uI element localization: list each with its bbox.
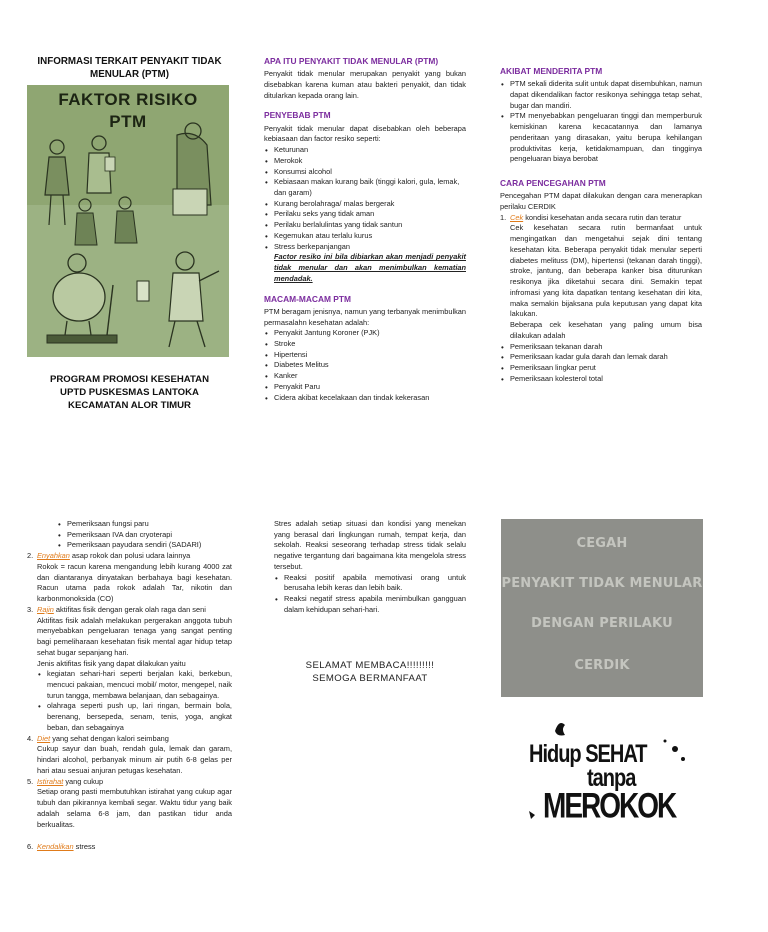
stress-text: Stres adalah setiap situasi dan kondisi yang menekan yang berasal dari lingkungan rumah, tempat kerja, dan sekolah. Reaksi seseorang terhadap stress tidak selalu negative tergantung dari bagaimana kita mengelola stress tersebut. [274, 519, 466, 571]
item-number: 2. [27, 551, 34, 561]
item-title-rest: yang cukup [63, 776, 104, 786]
stress-list [274, 573, 466, 616]
list-item: • Perilaku seks yang tidak aman [274, 209, 466, 220]
list-item: • kegiatan sehari-hari seperti berjalan kaki, berkebun, mencuci pakaian, mencuci mobil/ motor, mengepel, naik turun tangga, membawa belanjaan, dan sebagainya. [47, 669, 232, 701]
akibat-list [500, 79, 702, 165]
closing-message [274, 660, 466, 686]
page-title: INFORMASI TERKAIT PENYAKIT TIDAK MENULAR (PTM) [37, 56, 222, 81]
info-panel [264, 55, 466, 403]
cerdik-item-istirahat [27, 777, 232, 788]
item-title-rest: aktifitas fisik dengan gerak olah raga dan seni [53, 604, 206, 614]
check-list-continued [27, 519, 232, 551]
cegah-line-4: CERDIK [574, 658, 630, 673]
penyebab-text: Penyakit tidak menular dapat disebabkan oleh beberapa kebiasaan dan factor resiko seperti: [264, 123, 466, 144]
cerdik-panel [27, 519, 232, 853]
section-heading-akibat: AKIBAT MENDERITA PTM [500, 66, 603, 76]
closing-line-2: SEMOGA BERMANFAAT [312, 672, 428, 684]
program-line-1: PROGRAM PROMOSI KESEHATAN [49, 374, 209, 386]
logo-line-1: Hidup SEHAT [529, 740, 647, 769]
item-number: 6. [27, 842, 34, 852]
list-item: • Kurang berolahraga/ malas bergerak [274, 199, 466, 210]
list-item: • Kebiasaan makan kurang baik (tinggi kalori, gula, lemak, dan garam) [274, 177, 466, 198]
cerdik-item-rajin [27, 605, 232, 616]
item-title-rest: yang sehat dengan kalori seimbang [50, 733, 169, 743]
list-item: • PTM menyebabkan pengeluaran tinggi dan memperburuk kemiskinan karena kecacatannya dan lamanya penderitaan yang dirasakan, yaitu berupa kehilangan produktivitas kerja, ketidakmampuan, dan tingginya pengeluaran biaya berobat [510, 111, 702, 165]
logo-line-2: tanpa [587, 764, 636, 793]
cek-body-2: Beberapa cek kesehatan yang paling umum bisa dilakukan adalah [510, 320, 702, 340]
cegah-line-1: CEGAH [576, 536, 628, 551]
macam-text: PTM beragam jenisnya, namun yang terbanyak menimbulkan permasalahn kesehatan adalah: [264, 306, 466, 327]
list-item: • PTM sekali diderita sulit untuk dapat disembuhkan, namun dapat dikendalikan factor resikonya sehingga tetap sehat, bugar dan mandiri. [510, 79, 702, 111]
list-item: • Stroke [274, 339, 466, 350]
keyword-diet: Diet [37, 733, 51, 743]
keyword-cek: Cek [510, 212, 524, 222]
item-number: 5. [27, 776, 34, 786]
cerdik-item-cek [500, 213, 702, 224]
item-title-rest: asap rokok dan polusi udara lainnya [69, 551, 191, 561]
list-item: • olahraga seperti push up, lari ringan, bermain bola, berenang, bersepeda, senam, tenis, yoga, angkat beban, dan sebagainya [47, 701, 232, 733]
penyebab-note: Factor resiko ini bila dibiarkan akan menjadi penyakit tidak menular dan akan menimbulkan kematian mendadak. [274, 252, 466, 283]
list-item: • Reaksi negatif stress apabila menimbulkan gangguan dalam kehidupan sehari-hari. [284, 594, 466, 615]
item-title-rest: stress [73, 842, 96, 852]
cerdik-item-diet [27, 734, 232, 745]
istirahat-body: Setiap orang pasti membutuhkan istirahat yang cukup agar tubuh dan pikirannya kembali segar. Waktu tidur yang baik adalah selama 6-8 jam, dan pastikan tidur anda berkualitas. [37, 787, 232, 829]
list-item: • Pemeriksaan IVA dan cryoterapi [67, 530, 232, 541]
penyebab-list [264, 145, 466, 252]
list-item: • Pemeriksaan fungsi paru [67, 519, 232, 530]
list-item: • Pemeriksaan payudara sendiri (SADARI) [67, 540, 232, 551]
program-line-2: UPTD PUSKESMAS LANTOKA [60, 387, 199, 399]
list-item: • Kegemukan atau terlalu kurus [274, 231, 466, 242]
program-line-3: KECAMATAN ALOR TIMUR [68, 400, 191, 412]
rajin-body: Aktifitas fisik adalah melakukan pergerakan anggota tubuh menyebabkan pengeluaran tenaga yang sangat penting bagi pemeliharaan kesehatan fisik mental agar hidup tetap sehat bugar sepanjang hari. [37, 615, 232, 657]
image-title-line-2: PTM [109, 111, 147, 131]
no-smoking-logo [525, 719, 695, 829]
rajin-body-2: Jenis aktifitas fisik yang dapat dilakukan yaitu [37, 658, 186, 668]
list-item: • Merokok [274, 156, 466, 167]
keyword-rajin: Rajin [37, 604, 54, 614]
image-title [27, 89, 229, 132]
item-number: 3. [27, 604, 34, 614]
diet-body: Cukup sayur dan buah, rendah gula, lemak dan garam, hindari alcohol, perbanyak minum air putih 6-8 gelas per hari atau sesuai anjuran petugas kesehatan. [37, 744, 232, 775]
list-item: • Konsumsi alcohol [274, 167, 466, 178]
list-item: • Pemeriksaan tekanan darah [510, 342, 702, 353]
section-heading-macam: MACAM-MACAM PTM [264, 293, 351, 304]
list-item: • Pemeriksaan kadar gula darah dan lemak darah [510, 352, 702, 363]
risk-factor-illustration [27, 85, 229, 357]
section-heading-cara: CARA PENCEGAHAN PTM [500, 178, 606, 189]
cegah-banner [501, 519, 703, 697]
keyword-kendalikan: Kendalikan [37, 842, 74, 852]
back-cover-panel [501, 519, 703, 825]
list-item: • Perilaku berlalulintas yang tidak santun [274, 220, 466, 231]
logo-line-3: MEROKOK [543, 786, 676, 825]
keyword-istirahat: Istirahat [37, 776, 64, 786]
stress-panel [274, 519, 466, 685]
list-item: • Stress berkepanjangan [274, 242, 466, 253]
enyahkan-body: Rokok = racun karena mengandung lebih kurang 4000 zat dan diantaranya dinyatakan berbahaya bagi kesehatan. Racun utama pada rokok adalah Tar, nikotin dan karbonmonoksida (CO) [37, 561, 232, 604]
prevention-panel [500, 65, 702, 384]
list-item: • Pemeriksaan lingkar perut [510, 363, 702, 374]
cerdik-item-kendalikan [27, 842, 232, 853]
section-heading-penyebab: PENYEBAB PTM [264, 110, 331, 121]
macam-list [264, 328, 466, 403]
check-list [500, 342, 702, 385]
item-number: 4. [27, 733, 34, 743]
cara-text: Pencegahan PTM dapat dilakukan dengan cara menerapkan perilaku CERDIK [500, 191, 702, 211]
list-item: • Hipertensi [274, 350, 466, 361]
list-item: • Diabetes Melitus [274, 360, 466, 371]
cegah-line-2: PENYAKIT TIDAK MENULAR [501, 576, 703, 591]
item-title-rest: kondisi kesehatan anda secara rutin dan teratur [523, 212, 682, 222]
closing-line-1: SELAMAT MEMBACA!!!!!!!!! [305, 659, 435, 671]
apa-text: Penyakit tidak menular merupakan penyakit yang bukan disebabkan karena kuman atau bakteri penyakit, dan tidak ditularkan kepada orang lain. [264, 69, 466, 100]
list-item: • Cidera akibat kecelakaan dan tindak kekerasan [274, 393, 466, 404]
list-item: • Penyakit Jantung Koroner (PJK) [274, 328, 466, 339]
cegah-line-3: DENGAN PERILAKU [531, 616, 673, 631]
cerdik-item-enyahkan [27, 551, 232, 562]
section-heading-apa: APA ITU PENYAKIT TIDAK MENULAR (PTM) [264, 56, 439, 66]
cover-panel [27, 55, 232, 413]
item-number: 1. [500, 212, 507, 222]
keyword-enyahkan: Enyahkan [37, 551, 70, 561]
list-item: • Keturunan [274, 145, 466, 156]
list-item: • Penyakit Paru [274, 382, 466, 393]
activity-list [27, 669, 232, 733]
image-title-line-1: FAKTOR RISIKO [58, 90, 198, 110]
list-item: • Pemeriksaan kolesterol total [510, 374, 702, 385]
program-block [27, 374, 232, 413]
list-item: • Kanker [274, 371, 466, 382]
list-item: • Reaksi positif apabila memotivasi orang untuk berusaha lebih keras dan lebih baik. [284, 573, 466, 594]
cek-body: Cek kesehatan secara rutin bermanfaat untuk mengingatkan dan mengetahui sejak dini tentang kesehatan kita. Beberapa penyakit tidak menular seperti diabetes melituss (DM), hipertensi (tekanan darah tinggi), stroke, jantung, dan beberapa kanker bisa diturunkan resikonya jika diketahui secara dini. Semakin tepat infromasi yang kita dapatkan tentang kesehatan diri kita, maka semakin bijaksana pula keputusan yang dapat kita lakukan. [510, 223, 702, 319]
